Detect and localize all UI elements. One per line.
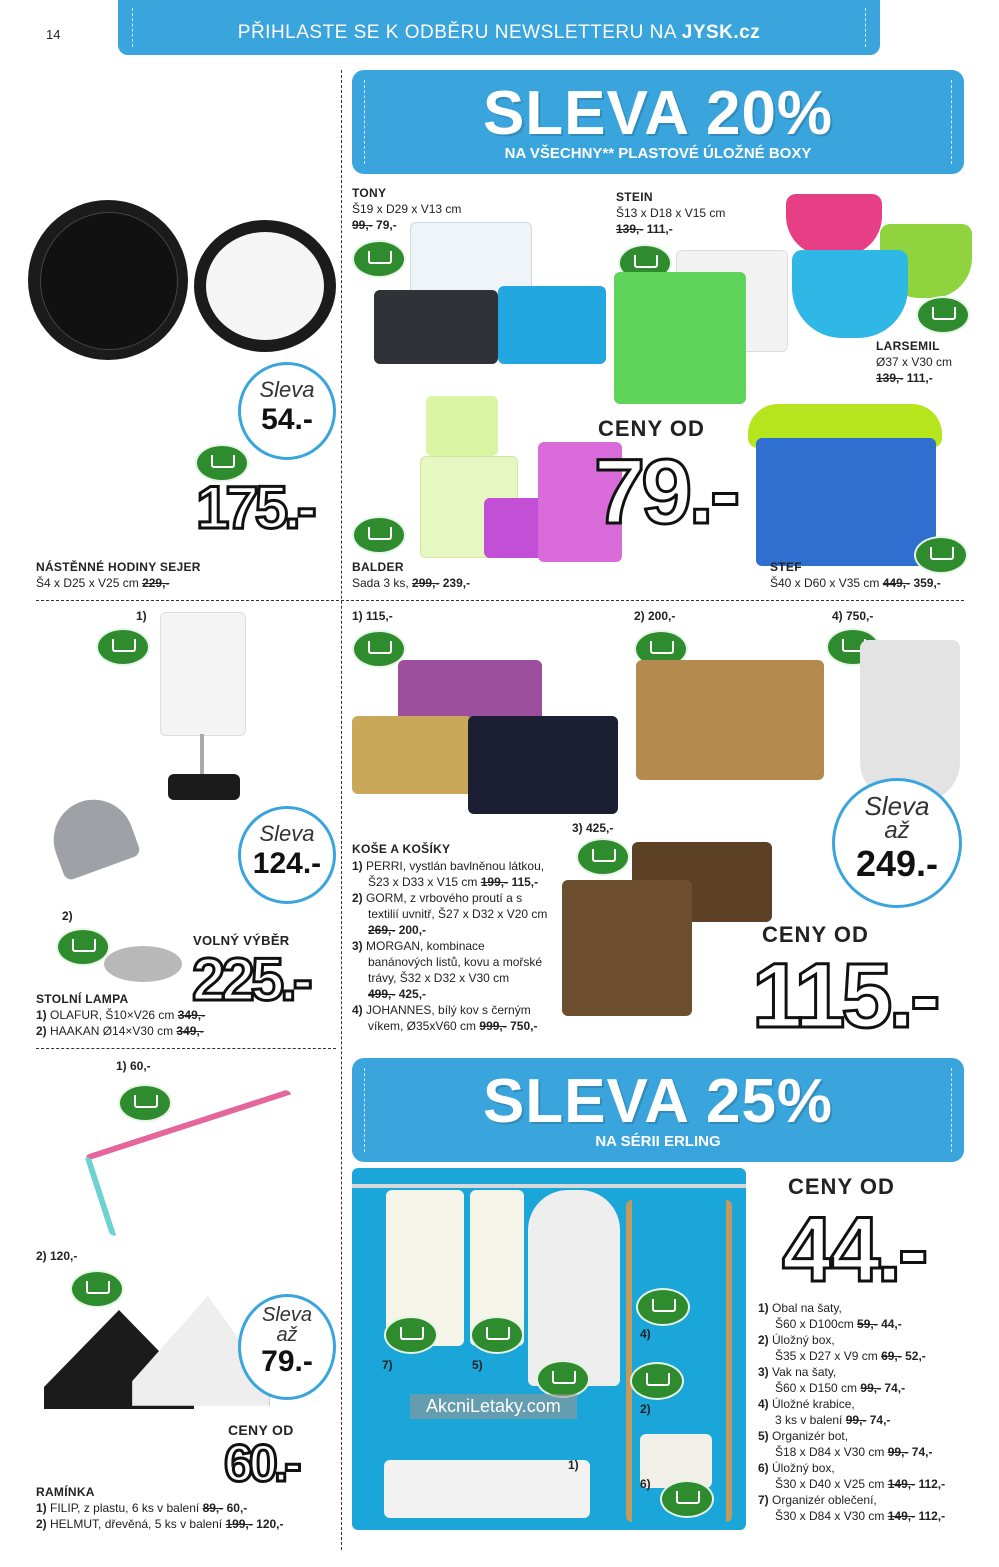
banner-title: SLEVA 20% <box>482 79 834 148</box>
scene-label: 2) <box>640 1402 651 1416</box>
cart-icon[interactable] <box>660 1480 714 1518</box>
product-dims: Sada 3 ks, 299,- 239,- <box>352 576 471 590</box>
product-name: STEIN <box>616 190 653 204</box>
cart-icon[interactable] <box>916 296 970 334</box>
cart-icon[interactable] <box>118 1084 172 1122</box>
basket-price-label: 4) 750,- <box>832 609 874 623</box>
cart-icon[interactable] <box>636 1288 690 1326</box>
lamp-number: 2) <box>62 909 73 923</box>
product-price: 139,- 111,- <box>876 371 933 385</box>
sale-banner-25 <box>352 1058 964 1162</box>
product-name: STOLNÍ LAMPA <box>36 992 129 1006</box>
cart-icon[interactable] <box>914 536 968 574</box>
olafur-lamp-shade <box>160 612 246 736</box>
scene-label: 1) <box>568 1458 579 1472</box>
product-name: BALDER <box>352 560 404 574</box>
product-name: RAMÍNKA <box>36 1485 95 1499</box>
hangers-price: 60.- <box>224 1435 298 1493</box>
column-divider <box>341 70 342 1550</box>
sale-banner-20 <box>352 70 964 174</box>
baskets-list: 1) PERRI, vystlán bavlněnou látkou, Š23 x D33 x V15 cm 199,- 115,- 2) GORM, z vrbového proutí a s textilií uvnitř, Š27 x D32 x V20 cm 269,- 200,- 3) MORGAN, kombinace banánových listů, kovu a mořské trávy, Š32 x D32 x V30 cm 499,- 425,- 4) JOHANNES, bílý kov s černým víkem, Ø35xV60 cm 999,- 750,- <box>352 859 548 1033</box>
newsletter-bar[interactable] <box>118 0 880 55</box>
cart-icon[interactable] <box>70 1270 124 1308</box>
volny-vyber-label: VOLNÝ VÝBĚR <box>193 933 290 948</box>
wicker-basket-small-image <box>352 716 472 794</box>
page-number: 14 <box>46 27 61 42</box>
product-line: 2) HAAKAN Ø14×V30 cm 349,- <box>36 1024 204 1038</box>
basket-price-label: 3) 425,- <box>572 821 614 835</box>
ceny-od-label: CENY OD <box>598 416 705 441</box>
filip-hangers-image <box>84 1089 316 1238</box>
stef-box-image <box>756 438 936 566</box>
morgan-basket-large-image <box>562 880 692 1016</box>
product-line: 1) OLAFUR, Š10×V26 cm 349,- <box>36 1008 206 1022</box>
product-dims: Š4 x D25 x V25 cm 229,- <box>36 576 170 590</box>
discount-bubble: Sleva až 249.- <box>832 778 962 908</box>
cart-icon[interactable] <box>352 240 406 278</box>
cart-icon[interactable] <box>536 1360 590 1398</box>
product-price: 99,- 79,- <box>352 218 397 232</box>
banner-subtitle: NA VŠECHNY** PLASTOVÉ ÚLOŽNÉ BOXY <box>504 145 812 162</box>
underbed-bag-image <box>384 1460 590 1518</box>
olafur-lamp-base <box>168 774 240 800</box>
lime-box-image <box>426 396 498 456</box>
baskets-price: 115.- <box>752 945 937 1047</box>
pink-tub-image <box>786 194 882 256</box>
product-name: STEF <box>770 560 802 574</box>
scene-label: 6) <box>640 1477 651 1491</box>
cart-icon[interactable] <box>576 838 630 876</box>
cart-icon[interactable] <box>630 1362 684 1400</box>
clock-price: 175.- <box>196 474 313 541</box>
row-divider <box>36 1048 336 1049</box>
cart-icon[interactable] <box>56 928 110 966</box>
product-name: KOŠE A KOŠÍKY <box>352 842 451 856</box>
gorm-basket-image <box>636 660 824 780</box>
haakan-lamp-shade <box>42 788 141 881</box>
basket-price-label: 1) 115,- <box>352 609 393 623</box>
banner-title: SLEVA 25% <box>482 1067 834 1136</box>
blue-tub-image <box>792 250 908 338</box>
blue-box-image <box>498 286 606 364</box>
lamp-number: 1) <box>136 609 147 623</box>
discount-bubble: Sleva 124.- <box>238 806 336 904</box>
cart-icon[interactable] <box>352 516 406 554</box>
navy-basket-image <box>468 716 618 814</box>
cart-icon[interactable] <box>96 628 150 666</box>
green-drawer-image <box>614 272 746 404</box>
clock-face-black <box>40 212 178 350</box>
garment-bag-image <box>528 1190 620 1386</box>
product-name: LARSEMIL <box>876 339 940 353</box>
erling-list: 1) Obal na šaty, Š60 x D100cm 59,- 44,- 2) Úložný box, Š35 x D27 x V9 cm 69,- 52,- 3) Vak na šaty, Š60 x D150 cm 99,- 74,- 4) Úložné krabice, 3 ks v balení 99,- 74,- 5) Organizér bot, Š18 x D84 x V30 cm 99,- 74,- 6) Úložný box, Š30 x D40 x V25 cm 149,- 112,- 7) Organizér oblečení, Š30 x D84 x V30 cm 149,- 112,- <box>758 1301 946 1523</box>
cart-icon[interactable] <box>470 1316 524 1354</box>
product-dims: Š40 x D60 x V35 cm 449,- 359,- <box>770 576 941 590</box>
watermark: AkcniLetaky.com <box>410 1394 577 1419</box>
scene-label: 5) <box>472 1358 483 1372</box>
clock-face-white <box>206 232 324 340</box>
haakan-lamp-base <box>104 946 182 982</box>
product-line: 1) FILIP, z plastu, 6 ks v balení 89,- 60,- <box>36 1501 248 1515</box>
dark-box-image <box>374 290 498 364</box>
product-name: TONY <box>352 186 387 200</box>
cart-icon[interactable] <box>384 1316 438 1354</box>
product-dims: Š13 x D18 x V15 cm <box>616 206 726 220</box>
hanger-price-label: 2) 120,- <box>36 1249 78 1263</box>
clothes-rail <box>352 1184 746 1188</box>
ceny-od-label: CENY OD <box>788 1174 895 1199</box>
discount-bubble: Sleva až 79.- <box>238 1294 336 1400</box>
erling-price: 44.- <box>782 1199 925 1301</box>
discount-bubble: Sleva 54.- <box>238 362 336 460</box>
product-name: NÁSTĚNNÉ HODINY SEJER <box>36 560 201 574</box>
boxes-price: 79.- <box>594 441 737 543</box>
ceny-od-label: CENY OD <box>228 1422 294 1438</box>
product-price: 139,- 111,- <box>616 222 673 236</box>
johannes-basket-image <box>860 640 960 802</box>
scene-label: 4) <box>640 1327 651 1341</box>
product-dims: Ø37 x V30 cm <box>876 355 953 369</box>
row-divider <box>36 600 964 601</box>
brand-link[interactable]: JYSK.cz <box>681 22 761 43</box>
basket-price-label: 2) 200,- <box>634 609 676 623</box>
hanger-price-label: 1) 60,- <box>116 1059 151 1073</box>
product-line: 2) HELMUT, dřevěná, 5 ks v balení 199,- 120,- <box>36 1517 284 1531</box>
banner-subtitle: NA SÉRII ERLING <box>595 1133 721 1150</box>
lamp-price: 225.- <box>192 946 309 1013</box>
newsletter-text: PŘIHLASTE SE K ODBĚRU NEWSLETTERU NA <box>237 22 676 43</box>
ceny-od-label: CENY OD <box>762 922 869 947</box>
scene-label: 7) <box>382 1358 393 1372</box>
product-dims: Š19 x D29 x V13 cm <box>352 202 462 216</box>
